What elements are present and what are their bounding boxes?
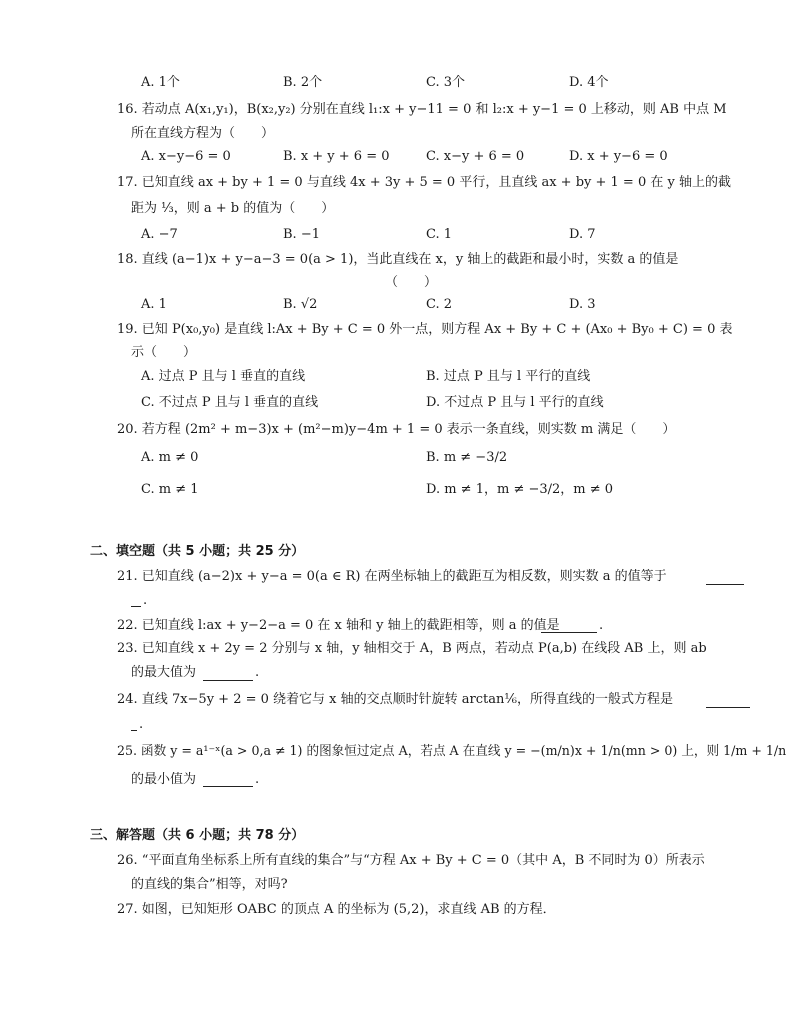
section-2-heading: 二、填空题（共 5 小题；共 25 分）	[90, 544, 305, 559]
q19-stem-line1: 19. 已知 P(x₀,y₀) 是直线 l:Ax + By + C = 0 外一点，则方程 Ax + By + C + (Ax₀ + By₀ + C) = 0 表	[117, 322, 733, 337]
q15-option-b: B. 2个	[283, 75, 323, 90]
q17-option-a: A. −7	[141, 227, 178, 242]
q21-answer-blank-cont	[131, 606, 141, 607]
q18-stem-line1: 18. 直线 (a−1)x + y−a−3 = 0(a > 1)，当此直线在 x，y 轴上的截距和最小时，实数 a 的值是	[117, 252, 679, 267]
q19-stem-line2: 示（ ）	[131, 345, 197, 360]
q23-stem-tail: .	[255, 665, 260, 680]
q19-option-b: B. 过点 P 且与 l 平行的直线	[426, 369, 591, 384]
q24-answer-blank-cont	[131, 730, 137, 731]
q21-stem-line1: 21. 已知直线 (a−2)x + y−a = 0(a ∈ R) 在两坐标轴上的截距互为相反数，则实数 a 的值等于	[117, 569, 667, 584]
q18-option-d: D. 3	[569, 297, 596, 312]
q17-stem-line2: 距为 ⅓，则 a + b 的值为（ ）	[131, 201, 335, 216]
q17-option-c: C. 1	[426, 227, 453, 242]
q26-stem-line2: 的直线的集合”相等，对吗?	[131, 877, 288, 892]
q22-answer-blank	[541, 632, 597, 633]
q18-option-a: A. 1	[141, 297, 167, 312]
q25-stem-line2: 的最小值为	[131, 772, 197, 787]
q16-option-c: C. x−y + 6 = 0	[426, 149, 525, 164]
q25-stem-tail: .	[255, 772, 260, 787]
q23-answer-blank	[203, 680, 253, 681]
section-3-heading: 三、解答题（共 6 小题；共 78 分）	[90, 828, 305, 843]
q15-option-c: C. 3个	[426, 75, 466, 90]
q21-answer-blank	[706, 584, 744, 585]
q23-stem-line1: 23. 已知直线 x + 2y = 2 分别与 x 轴，y 轴相交于 A，B 两点，若动点 P(a,b) 在线段 AB 上，则 ab	[117, 641, 707, 656]
q27-stem: 27. 如图，已知矩形 OABC 的顶点 A 的坐标为 (5,2)，求直线 AB 的方程．	[117, 902, 556, 917]
q17-option-b: B. −1	[283, 227, 320, 242]
q15-option-a: A. 1个	[141, 75, 180, 90]
q16-option-a: A. x−y−6 = 0	[141, 149, 231, 164]
q26-stem-line1: 26. “平面直角坐标系上所有直线的集合”与“方程 Ax + By + C = 0（其中 A，B 不同时为 0）所表示	[117, 853, 705, 868]
q22-stem-tail: .	[599, 618, 604, 633]
q16-option-b: B. x + y + 6 = 0	[283, 149, 390, 164]
q24-stem-line1: 24. 直线 7x−5y + 2 = 0 绕着它与 x 轴的交点顺时针旋转 arctan⅙，所得直线的一般式方程是	[117, 692, 673, 707]
q20-option-d: D. m ≠ 1，m ≠ −3/2，m ≠ 0	[426, 482, 614, 497]
q20-stem-line1: 20. 若方程 (2m² + m−3)x + (m²−m)y−4m + 1 = 0 表示一条直线，则实数 m 满足（ ）	[117, 422, 676, 437]
q20-option-b: B. m ≠ −3/2	[426, 450, 508, 465]
q15-option-d: D. 4个	[569, 75, 609, 90]
q23-stem-line2: 的最大值为	[131, 665, 197, 680]
q19-option-a: A. 过点 P 且与 l 垂直的直线	[141, 369, 306, 384]
q24-answer-blank	[706, 707, 750, 708]
q24-stem-tail: .	[139, 717, 144, 732]
q25-answer-blank	[203, 786, 253, 787]
q16-stem-line2: 所在直线方程为（ ）	[131, 126, 275, 141]
q18-option-c: C. 2	[426, 297, 453, 312]
q19-option-c: C. 不过点 P 且与 l 垂直的直线	[141, 395, 319, 410]
q21-stem-tail: .	[143, 593, 148, 608]
q22-stem: 22. 已知直线 l:ax + y−2−a = 0 在 x 轴和 y 轴上的截距相等，则 a 的值是	[117, 618, 560, 633]
q20-option-c: C. m ≠ 1	[141, 482, 199, 497]
q18-option-b: B. √2	[283, 297, 318, 312]
q16-stem-line1: 16. 若动点 A(x₁,y₁)，B(x₂,y₂) 分别在直线 l₁:x + y−11 = 0 和 l₂:x + y−1 = 0 上移动，则 AB 中点 M	[117, 102, 727, 117]
q25-stem-line1: 25. 函数 y = a¹⁻ˣ(a > 0,a ≠ 1) 的图象恒过定点 A，若点 A 在直线 y = −(m/n)x + 1/n(mn > 0) 上，则 1/m + 1/n	[117, 744, 787, 759]
q17-stem-line1: 17. 已知直线 ax + by + 1 = 0 与直线 4x + 3y + 5 = 0 平行，且直线 ax + by + 1 = 0 在 y 轴上的截	[117, 175, 731, 190]
q20-option-a: A. m ≠ 0	[141, 450, 199, 465]
q16-option-d: D. x + y−6 = 0	[569, 149, 668, 164]
q19-option-d: D. 不过点 P 且与 l 平行的直线	[426, 395, 604, 410]
q17-option-d: D. 7	[569, 227, 596, 242]
q18-answer-paren: （ ）	[385, 275, 438, 290]
